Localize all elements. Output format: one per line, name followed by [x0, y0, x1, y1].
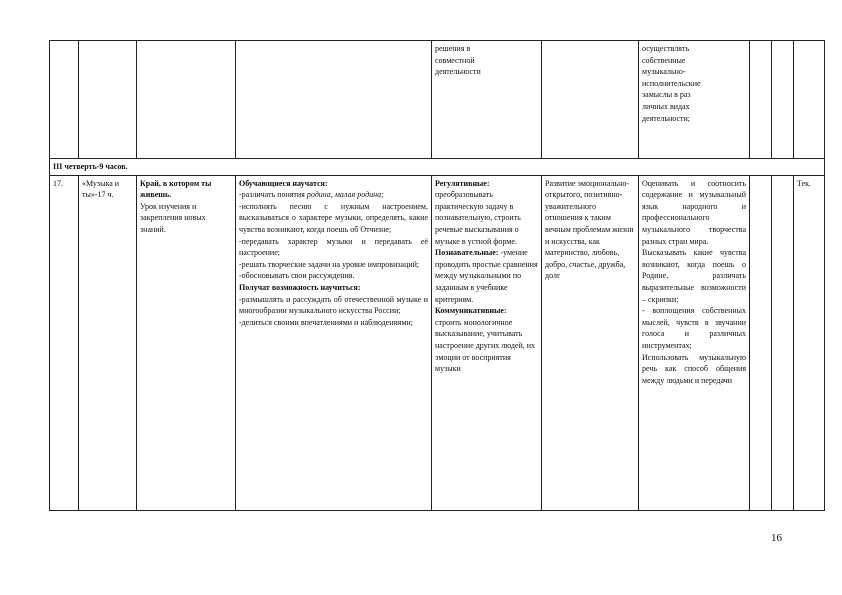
meta-text: преобразовывать практическую задачу в познавательную, строить речевые высказывания о музыке в устной форме.: [435, 190, 521, 246]
text-line: замыслы в раз: [642, 90, 691, 100]
text-line: решения в: [435, 44, 471, 53]
subject-item: [239, 189, 428, 201]
heading-regulative: Регулятивные:: [435, 178, 490, 188]
subject-item: -решать творческие задачи на уровне импровизаций;: [239, 259, 420, 269]
cell-subject-results: [236, 41, 432, 159]
cell-empty: [772, 175, 794, 510]
control-type: Тек.: [794, 175, 825, 510]
table-row-lesson-17: [50, 175, 825, 510]
cell-number: [50, 41, 79, 159]
activity-text: Использовать музыкальную речь как способ общения между людьми и передачи: [642, 352, 746, 385]
subject-item: -передавать характер музыки и передавать её настроение;: [239, 236, 428, 258]
activity-text: Высказывать какие чувства возникают, когда поешь о Родине, различать выразительные возможности – скрипки;: [642, 248, 746, 304]
text-span: родина,: [306, 190, 333, 200]
cell-lesson: [137, 175, 236, 510]
text-line: осуществлять: [642, 44, 690, 53]
subject-item: -исполнять песню с нужным настроением, высказываться о характере музыки, определять, какие чувства возникают, когда поешь об Отчизне;: [239, 201, 428, 234]
cell-activities: [639, 41, 750, 159]
text-line: деятельности;: [642, 113, 691, 123]
text-line: собственные: [642, 55, 686, 65]
heading-will-learn: Обучающиеся научатся:: [239, 178, 328, 188]
activity-text: - воплощения собственных мыслей, чувств в звучании голоса и различных инструментах;: [642, 306, 746, 350]
lesson-type: Урок изучения и закрепления новых знаний.: [140, 201, 206, 234]
quarter-heading: III четверть-9 часов.: [50, 159, 825, 176]
table-row-quarter-heading: [50, 159, 825, 176]
meta-text: -умение проводить простые сравнения между музыкальными по заданным в учебнике критериям.: [435, 248, 538, 304]
cell-topic: [79, 41, 137, 159]
cell-empty: [772, 41, 794, 159]
cell-empty: [750, 175, 772, 510]
text-line: деятельности: [435, 67, 481, 77]
text-line: исполнительские: [642, 78, 701, 88]
heading-communicative: Коммуникативные:: [435, 306, 507, 316]
lesson-topic: «Музыка и ты»-17 ч.: [79, 175, 137, 510]
text-line: совместной: [435, 55, 475, 65]
heading-cognitive: Познавательные:: [435, 248, 499, 258]
cell-lesson: [137, 41, 236, 159]
cell-meta-results: [432, 41, 542, 159]
text-line: личных видах: [642, 101, 690, 111]
meta-text: строить монологичное высказывание, учитывать настроение других людей, их эмоции от восприятия музыки: [435, 317, 536, 374]
cell-personal-results: Развитие эмоционально-открытого, позитивно-уважительного отношения к таким вечным проблемам жизни и искусства, как материнство, любовь, добро, счастье, дружба, долг: [542, 175, 639, 510]
lesson-number: 17.: [50, 175, 79, 510]
text-span: -различать понятия: [239, 190, 305, 200]
subject-item: -делиться своими впечатлениями и наблюдениями;: [239, 317, 414, 327]
cell-empty: [794, 41, 825, 159]
lesson-title: Край, в котором ты живешь.: [140, 178, 212, 200]
heading-may-learn: Получат возможность научиться:: [239, 282, 361, 292]
cell-activities: [639, 175, 750, 510]
subject-item: -обосновывать свои рассуждения.: [239, 271, 355, 281]
cell-personal-results: [542, 41, 639, 159]
subject-item: -размышлять и рассуждать об отечественной музыке и многообразии музыкального искусства России;: [239, 294, 428, 316]
text-line: музыкально-: [642, 67, 686, 77]
lesson-plan-table: [49, 40, 825, 511]
page-number: 16: [771, 532, 782, 544]
cell-meta-results: [432, 175, 542, 510]
table-row-continuation: [50, 41, 825, 159]
cell-empty: [750, 41, 772, 159]
text-span: малая родина;: [334, 190, 384, 200]
activity-text: Оценивать и соотносить содержание и музыкальный язык народного и профессионального музыкального творчества разных стран мира.: [642, 178, 746, 246]
cell-subject-results: [236, 175, 432, 510]
